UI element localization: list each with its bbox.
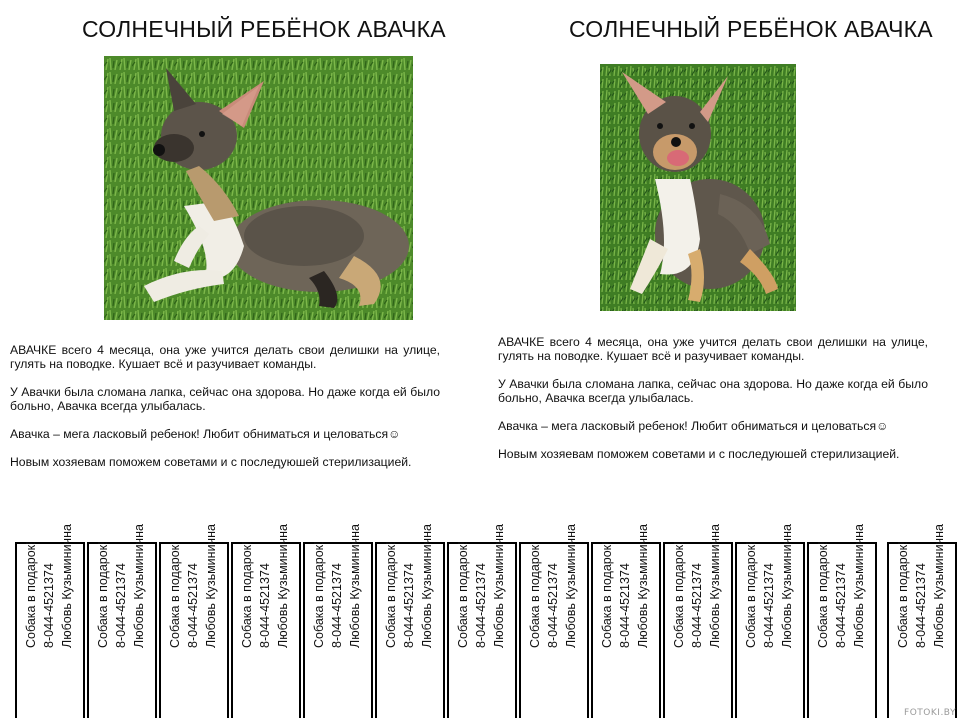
strip-text xyxy=(238,496,292,648)
paragraph: АВАЧКЕ всего 4 месяца, она уже учится делать свои делишки на улице, гулять на поводке. Кушает всё и разучивает команды. xyxy=(10,343,440,371)
strip-line1: Собака в подарок! xyxy=(24,541,38,648)
strip-line1: Собака в подарок! xyxy=(312,541,326,648)
dog-photo-lying xyxy=(104,56,413,320)
strip-line2: 8-044-4521374 xyxy=(690,563,704,648)
strip-text xyxy=(814,496,868,648)
watermark: FOTOKI.BY xyxy=(904,708,956,718)
strip-line1: Собака в подарок! xyxy=(600,541,614,648)
strip-line1: Собака в подарок! xyxy=(744,541,758,648)
paragraph: Новым хозяевам поможем советами и с последуюшей стерилизацией. xyxy=(498,447,900,461)
strip-line1: Собака в подарок! xyxy=(896,541,910,648)
strip-line3: Любовь Кузьминична xyxy=(780,524,794,648)
strip-text xyxy=(598,496,652,648)
strip-text xyxy=(894,496,948,648)
strip-line3: Любовь Кузьминична xyxy=(852,524,866,648)
paragraph xyxy=(10,427,440,441)
paragraph: Новым хозяевам поможем советами и с последуюшей стерилизацией. xyxy=(10,455,412,469)
strip-line3: Любовь Кузьминична xyxy=(708,524,722,648)
paragraph: У Авачки была сломана лапка, сейчас она здорова. Но даже когда ей было больно, Авачка всегда улыбалась. xyxy=(10,385,440,413)
strip-line2: 8-044-4521374 xyxy=(330,563,344,648)
tear-off-strip[interactable] xyxy=(375,524,445,718)
strip-line1: Собака в подарок! xyxy=(384,541,398,648)
tear-off-strip[interactable] xyxy=(15,524,85,718)
dog-photo-sitting xyxy=(600,64,796,311)
strip-line1: Собака в подарок! xyxy=(816,541,830,648)
strip-line1: Собака в подарок! xyxy=(168,541,182,648)
description-right xyxy=(498,335,928,475)
tear-off-strip[interactable] xyxy=(807,524,877,718)
strip-line2: 8-044-4521374 xyxy=(186,563,200,648)
strip-text xyxy=(94,496,148,648)
strip-line2: 8-044-4521374 xyxy=(258,563,272,648)
poster-title-left: СОЛНЕЧНЫЙ РЕБЁНОК АВАЧКА xyxy=(82,16,446,42)
strip-line3: Любовь Кузьминична xyxy=(636,524,650,648)
paragraph: АВАЧКЕ всего 4 месяца, она уже учится делать свои делишки на улице, гулять на поводке. Кушает всё и разучивает команды. xyxy=(498,335,928,363)
tear-off-strip[interactable] xyxy=(887,524,957,718)
strip-line2: 8-044-4521374 xyxy=(114,563,128,648)
strip-text xyxy=(670,496,724,648)
paragraph-text: Авачка – мега ласковый ребенок! Любит обниматься и целоваться xyxy=(10,427,389,441)
strip-line2: 8-044-4521374 xyxy=(762,563,776,648)
strip-line3: Любовь Кузьминична xyxy=(276,524,290,648)
description-left xyxy=(10,343,440,483)
strip-line3: Любовь Кузьминична xyxy=(932,524,946,648)
smiley-icon: ☺ xyxy=(876,419,889,433)
tear-off-strip[interactable] xyxy=(303,524,373,718)
tear-off-strip[interactable] xyxy=(735,524,805,718)
strip-line2: 8-044-4521374 xyxy=(618,563,632,648)
strip-line1: Собака в подарок! xyxy=(456,541,470,648)
strip-line2: 8-044-4521374 xyxy=(546,563,560,648)
tear-off-strip[interactable] xyxy=(159,524,229,718)
strip-text xyxy=(382,496,436,648)
paragraph xyxy=(498,419,928,433)
strip-line3: Любовь Кузьминична xyxy=(132,524,146,648)
strip-text xyxy=(454,496,508,648)
smiley-icon: ☺ xyxy=(388,427,401,441)
strip-text xyxy=(22,496,76,648)
poster-title-right: СОЛНЕЧНЫЙ РЕБЁНОК АВАЧКА xyxy=(569,16,933,42)
strip-line2: 8-044-4521374 xyxy=(834,563,848,648)
strip-text xyxy=(742,496,796,648)
strip-line2: 8-044-4521374 xyxy=(914,563,928,648)
strip-line2: 8-044-4521374 xyxy=(42,563,56,648)
tear-off-strip[interactable] xyxy=(663,524,733,718)
strip-line3: Любовь Кузьминична xyxy=(60,524,74,648)
strip-line3: Любовь Кузьминична xyxy=(564,524,578,648)
paragraph: У Авачки была сломана лапка, сейчас она здорова. Но даже когда ей было больно, Авачка всегда улыбалась. xyxy=(498,377,928,405)
strip-line1: Собака в подарок! xyxy=(672,541,686,648)
tear-off-strip[interactable] xyxy=(87,524,157,718)
strip-text xyxy=(310,496,364,648)
strip-line1: Собака в подарок! xyxy=(96,541,110,648)
tear-off-strip[interactable] xyxy=(519,524,589,718)
tear-off-strip[interactable] xyxy=(447,524,517,718)
paragraph-text: Авачка – мега ласковый ребенок! Любит обниматься и целоваться xyxy=(498,419,877,433)
strip-line3: Любовь Кузьминична xyxy=(492,524,506,648)
strip-text xyxy=(166,496,220,648)
strip-line1: Собака в подарок! xyxy=(240,541,254,648)
strip-text xyxy=(526,496,580,648)
strip-line3: Любовь Кузьминична xyxy=(204,524,218,648)
tear-off-strip[interactable] xyxy=(231,524,301,718)
strip-line3: Любовь Кузьминична xyxy=(420,524,434,648)
strip-line2: 8-044-4521374 xyxy=(402,563,416,648)
strip-line3: Любовь Кузьминична xyxy=(348,524,362,648)
tear-off-strip[interactable] xyxy=(591,524,661,718)
strip-line2: 8-044-4521374 xyxy=(474,563,488,648)
strip-line1: Собака в подарок! xyxy=(528,541,542,648)
